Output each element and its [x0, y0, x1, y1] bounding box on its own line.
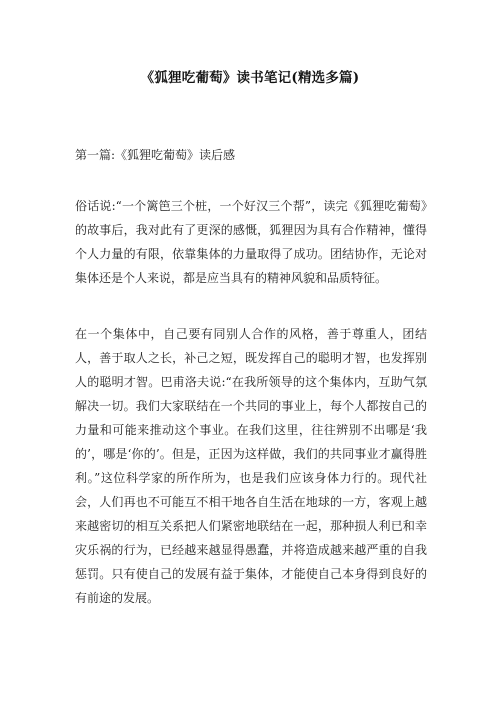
paragraph-2: 在一个集体中，自己要有同别人合作的风格，善于尊重人，团结人，善于取人之长，补己之短，既发挥自己的聪明才智，也发挥别人的聪明才智。巴甫洛夫说:“在我所领导的这个集体内，互助气氛解决一切。我们大家联结在一个共同的事业上，每个人都按自己的力量和可能来推动这个事业。在我们这里，往往辨别不出哪是‘我的’，哪是‘你的’。但是，正因为这样做，我们的共同事业才赢得胜利。”这位科学家的所作所为，也是我们应该身体力行的。现代社会，人们再也不可能互不相干地各自生活在地球的一方，客观上越来越密切的相互关系把人们紧密地联结在一起，那种损人利已和幸灾乐祸的行为，已经越来越显得愚蠢，并将造成越来越严重的自我惩罚。只有使自己的发展有益于集体，才能使自己本身得到良好的有前途的发展。	[75, 327, 427, 605]
section-heading: 第一篇:《狐狸吃葡萄》读后感	[75, 148, 236, 162]
document-title: 《狐狸吃葡萄》读书笔记(精选多篇)	[140, 70, 360, 86]
paragraph-1: 俗话说:“一个篱笆三个桩，一个好汉三个帮”，读完《狐狸吃葡萄》的故事后，我对此有了更深的感慨，狐狸因为具有合作精神，懂得个人力量的有限，依靠集体的力量取得了成功。团结协作，无论对集体还是个人来说，都是应当具有的精神风貌和品质特征。	[75, 199, 427, 285]
